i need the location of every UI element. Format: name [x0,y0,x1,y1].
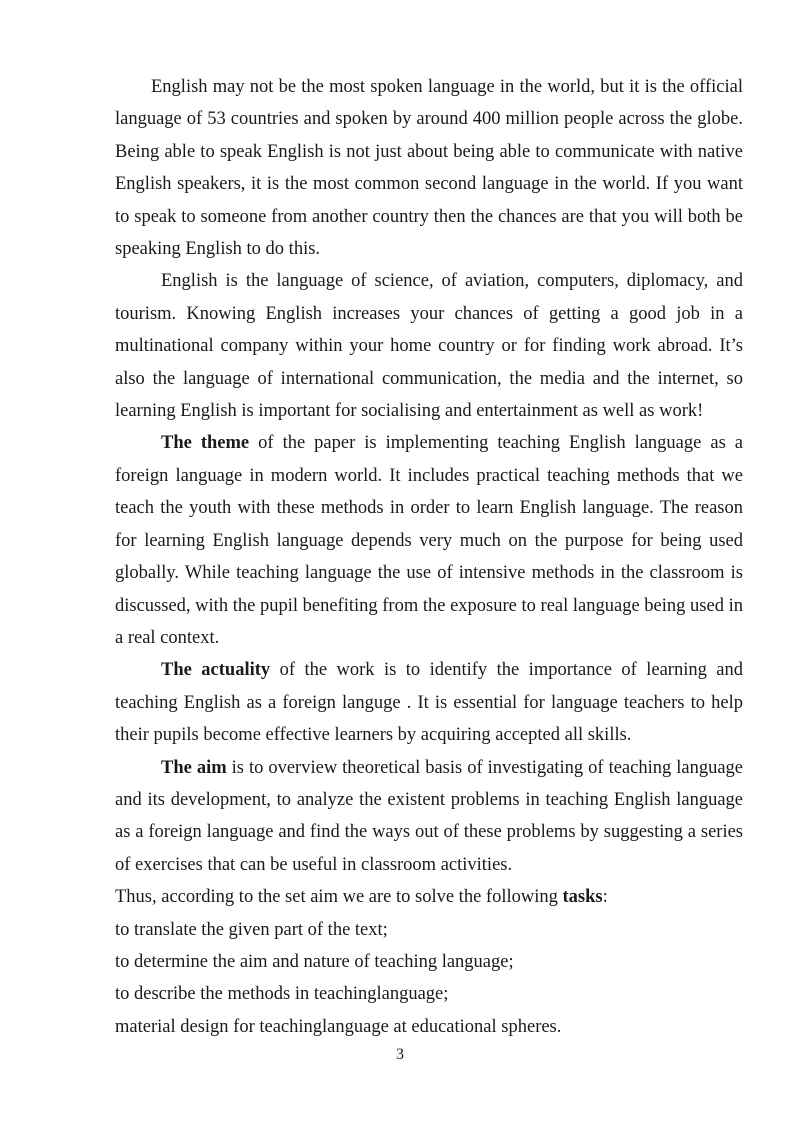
task-item: material design for teachinglanguage at educational spheres. [115,1016,562,1037]
tasks-intro-text: Thus, according to the set aim we are to solve the following [115,887,563,908]
paragraph-english-importance: English may not be the most spoken language in the world, but it is the official language of 53 countries and spoken by around 400 million people across the globe. Being able to speak English is not just about being able to communicate with native English speakers, it is the most common second language in the world. If you want to speak to someone from another country then the chances are that you will both be speaking English to do this. [115,77,743,260]
aim-text: is to overview theoretical basis of investigating of teaching language and its development, to analyze the existent problems in teaching English language as a foreign language and find the ways out of these problems by suggesting a series of exercises that can be useful in classroom activities. [115,757,743,875]
paragraph-tasks-intro [115,881,743,913]
tasks-heading: tasks [562,887,603,908]
theme-heading: The theme [161,433,250,454]
actuality-heading: The actuality [161,660,271,681]
tasks-intro-colon: : [602,887,608,908]
task-item: to determine the aim and nature of teaching language; [115,951,514,972]
document-page [115,71,743,1043]
paragraph-english-uses: English is the language of science, of aviation, computers, diplomacy, and tourism. Knowing English increases your chances of getting a good job in a multinational company within your home country or for finding work abroad. It’s also the language of international communication, the media and the internet, so learning English is important for socialising and entertainment as well as work! [115,271,743,422]
task-item: to describe the methods in teachinglanguage; [115,984,449,1005]
paragraph-aim [115,752,743,882]
aim-heading: The aim [161,757,227,778]
page-number: 3 [396,1046,404,1063]
theme-text: of the paper is implementing teaching English language as a foreign language in modern world. It includes practical teaching methods that we teach the youth with these methods in order to learn English language. The reason for learning English language depends very much on the purpose for being used globally. While teaching language the use of intensive methods in the classroom is discussed, with the pupil benefiting from the exposure to real language being used in a real context. [115,433,743,648]
paragraph-actuality [115,654,743,751]
task-item: to translate the given part of the text; [115,919,388,940]
actuality-text: of the work is to identify the importance of learning and teaching English as a foreign languge . It is essential for language teachers to help their pupils become effective learners by acquiring accepted all skills. [115,660,743,746]
paragraph-theme [115,427,743,654]
